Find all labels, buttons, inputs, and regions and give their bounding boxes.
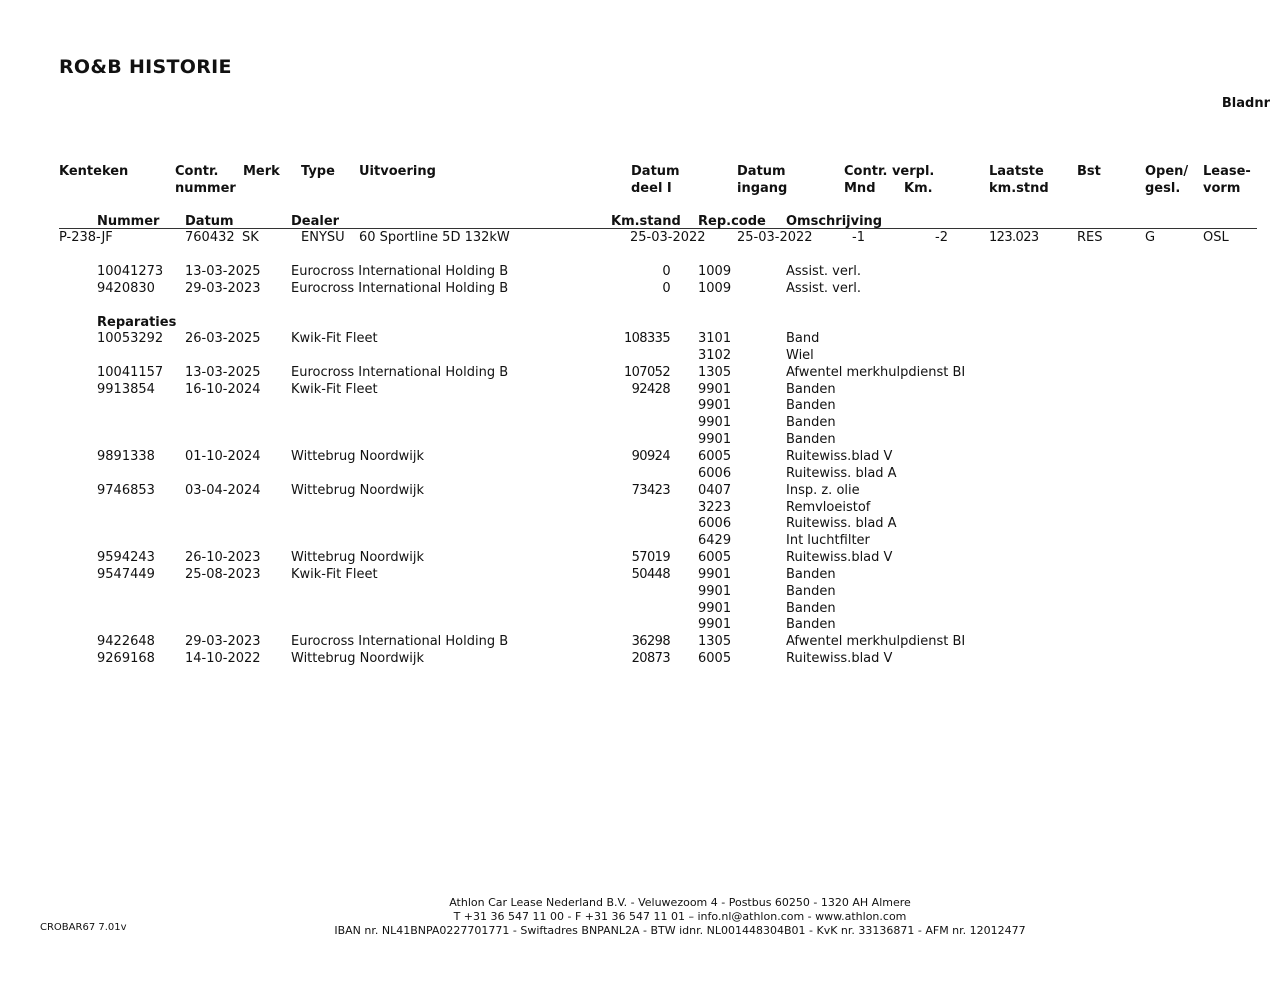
vehicle-contract: 760432 — [185, 230, 235, 245]
row-code: 9901 — [698, 381, 732, 397]
row-omschrijving: Assist. verl. — [786, 281, 861, 296]
subheader-datum: Datum — [185, 214, 234, 229]
header-datum-deel: Datum — [631, 164, 680, 179]
footer-address: Athlon Car Lease Nederland B.V. - Veluwezoom 4 - Postbus 60250 - 1320 AH Almere — [449, 896, 911, 909]
row-dealer: Kwik-Fit Fleet — [291, 331, 378, 346]
footer — [200, 896, 1160, 938]
row-omschrijving: Band — [786, 331, 820, 346]
footer-registration: IBAN nr. NL41BNPA0227701771 - Swiftadres BNPANL2A - BTW idnr. NL001448304B01 - KvK nr. 33136871 - AFM nr. 12012477 — [334, 924, 1026, 937]
row-datum: 03-04-2024 — [185, 482, 261, 498]
row-datum: 14-10-2022 — [185, 651, 261, 667]
subheader-km-stand: Km.stand — [611, 214, 681, 229]
row-omschrijving: Banden — [786, 432, 836, 448]
row-omschrijving: Banden — [786, 617, 836, 633]
row-datum: 13-03-2025 — [185, 264, 261, 279]
row-code: 9901 — [698, 415, 732, 431]
header-contr-verpl: Contr. verpl. — [844, 164, 935, 179]
row-km: 108335 — [623, 331, 670, 346]
header-datum-ingang: Datum — [737, 164, 786, 179]
page-title: RO&B HISTORIE — [59, 56, 232, 78]
row-code: 1009 — [698, 281, 732, 296]
vehicle-type: ENYSU — [301, 230, 345, 245]
header-laatste: Laatste — [989, 164, 1044, 179]
row-nummer: 9269168 — [97, 651, 155, 667]
row-nummer: 9547449 — [97, 566, 155, 582]
reparaties-label: Reparaties — [97, 315, 177, 330]
header-km: Km. — [904, 181, 933, 196]
row-nummer: 9422648 — [97, 634, 155, 650]
row-datum: 26-10-2023 — [185, 550, 261, 566]
row-km: 0 — [662, 281, 670, 296]
footer-contact: T +31 36 547 11 00 - F +31 36 547 11 01 – info.nl@athlon.com - www.athlon.com — [453, 910, 907, 923]
row-km: 50448 — [631, 566, 670, 582]
row-datum: 01-10-2024 — [185, 448, 261, 464]
row-omschrijving: Banden — [786, 381, 836, 397]
subheader-omschrijving: Omschrijving — [786, 214, 883, 229]
row-code: 3101 — [698, 331, 732, 346]
header-vorm: vorm — [1203, 181, 1241, 196]
row-nummer: 9891338 — [97, 448, 155, 464]
row-code: 1305 — [698, 364, 732, 380]
vehicle-mnd: -1 — [852, 230, 865, 245]
row-omschrijving: Banden — [786, 600, 836, 616]
row-dealer: Kwik-Fit Fleet — [291, 566, 378, 582]
row-omschrijving: Banden — [786, 415, 836, 431]
header-bst: Bst — [1077, 164, 1101, 179]
row-km: 92428 — [631, 381, 670, 397]
row-dealer: Wittebrug Noordwijk — [291, 448, 424, 464]
header-type: Type — [301, 164, 335, 179]
vehicle-datum-deel: 25-03-2022 — [630, 230, 706, 245]
row-code: 9901 — [698, 432, 732, 448]
row-omschrijving: Assist. verl. — [786, 264, 861, 279]
row-dealer: Wittebrug Noordwijk — [291, 550, 424, 566]
row-dealer: Eurocross International Holding B — [291, 264, 509, 279]
header-deel: deel I — [631, 181, 672, 196]
header-ingang: ingang — [737, 181, 788, 196]
row-omschrijving: Ruitewiss.blad V — [786, 448, 893, 464]
row-km: 57019 — [631, 550, 670, 566]
vehicle-bst: RES — [1077, 230, 1103, 245]
row-dealer: Eurocross International Holding B — [291, 634, 509, 650]
header-open: Open/ — [1145, 164, 1189, 179]
vehicle-kenteken: P-238-JF — [59, 230, 113, 245]
row-code: 9901 — [698, 617, 732, 633]
row-code: 6429 — [698, 533, 732, 549]
header-gesl: gesl. — [1145, 181, 1181, 196]
row-dealer: Eurocross International Holding B — [291, 364, 509, 380]
row-omschrijving: Ruitewiss.blad V — [786, 550, 893, 566]
row-code: 6005 — [698, 651, 732, 667]
row-nummer: 10053292 — [97, 331, 164, 346]
row-code: 0407 — [698, 482, 732, 498]
subheader-rep-code: Rep.code — [698, 214, 766, 229]
row-code: 3223 — [698, 499, 732, 515]
row-omschrijving: Ruitewiss. blad A — [786, 516, 897, 532]
row-km: 107052 — [623, 364, 670, 380]
row-nummer: 10041157 — [97, 364, 164, 380]
row-nummer: 9913854 — [97, 381, 155, 397]
row-datum: 26-03-2025 — [185, 331, 261, 346]
header-kenteken: Kenteken — [59, 164, 129, 179]
row-dealer: Wittebrug Noordwijk — [291, 651, 424, 667]
row-omschrijving: Banden — [786, 566, 836, 582]
bladnr-label: Bladnr — [1221, 96, 1270, 111]
row-nummer: 9594243 — [97, 550, 155, 566]
row-code: 9901 — [698, 566, 732, 582]
vehicle-open-gesl: G — [1145, 230, 1156, 245]
row-omschrijving: Int luchtfilter — [786, 533, 870, 549]
row-datum: 13-03-2025 — [185, 364, 261, 380]
row-code: 6006 — [698, 516, 732, 532]
row-dealer: Wittebrug Noordwijk — [291, 482, 424, 498]
row-datum: 25-08-2023 — [185, 566, 261, 582]
row-code: 9901 — [698, 398, 732, 414]
row-omschrijving: Ruitewiss.blad V — [786, 651, 893, 667]
row-datum: 16-10-2024 — [185, 381, 261, 397]
header-km-stnd: km.stnd — [989, 181, 1049, 196]
header-lease: Lease- — [1203, 164, 1251, 179]
row-omschrijving: Ruitewiss. blad A — [786, 465, 897, 481]
row-dealer: Kwik-Fit Fleet — [291, 381, 378, 397]
row-code: 6005 — [698, 550, 732, 566]
row-omschrijving: Remvloeistof — [786, 499, 871, 515]
row-km: 0 — [662, 264, 670, 279]
header-merk: Merk — [243, 164, 280, 179]
vehicle-datum-ingang: 25-03-2022 — [737, 230, 813, 245]
header-divider — [59, 228, 1257, 229]
header-nummer: nummer — [175, 181, 236, 196]
header-uitvoering: Uitvoering — [359, 164, 436, 179]
row-omschrijving: Banden — [786, 398, 836, 414]
row-dealer: Eurocross International Holding B — [291, 281, 509, 296]
row-code: 1009 — [698, 264, 732, 279]
form-code: CROBAR67 7.01v — [40, 922, 127, 933]
subheader-nummer: Nummer — [97, 214, 160, 229]
row-omschrijving: Afwentel merkhulpdienst BI — [786, 364, 966, 380]
vehicle-leasevorm: OSL — [1203, 230, 1229, 245]
row-omschrijving: Insp. z. olie — [786, 482, 860, 498]
row-nummer: 10041273 — [97, 264, 164, 279]
row-km: 90924 — [631, 448, 670, 464]
row-code: 9901 — [698, 600, 732, 616]
row-km: 36298 — [631, 634, 670, 650]
row-nummer: 9746853 — [97, 482, 155, 498]
row-omschrijving: Afwentel merkhulpdienst BI — [786, 634, 966, 650]
vehicle-laatste-km: 123.023 — [989, 230, 1039, 245]
row-km: 73423 — [631, 482, 670, 498]
row-code: 1305 — [698, 634, 732, 650]
row-code: 3102 — [698, 347, 732, 363]
row-code: 6005 — [698, 448, 732, 464]
row-omschrijving: Wiel — [786, 347, 814, 363]
vehicle-km: -2 — [935, 230, 948, 245]
row-code: 9901 — [698, 583, 732, 599]
header-mnd: Mnd — [844, 181, 876, 196]
vehicle-uitvoering: 60 Sportline 5D 132kW — [359, 230, 510, 245]
vehicle-merk: SK — [242, 230, 259, 245]
row-omschrijving: Banden — [786, 583, 836, 599]
row-datum: 29-03-2023 — [185, 281, 261, 296]
row-nummer: 9420830 — [97, 281, 155, 296]
row-km: 20873 — [631, 651, 670, 667]
row-datum: 29-03-2023 — [185, 634, 261, 650]
header-contr: Contr. — [175, 164, 219, 179]
subheader-dealer: Dealer — [291, 214, 340, 229]
row-code: 6006 — [698, 465, 732, 481]
